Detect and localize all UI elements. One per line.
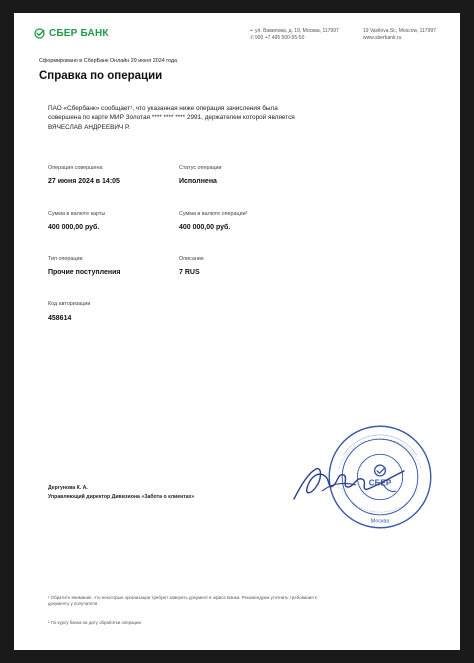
- auth-value: 458614: [48, 315, 72, 322]
- desc-label: Описание: [179, 256, 204, 262]
- logo-text: СБЕР БАНК: [49, 28, 109, 39]
- op-done-value: 27 июня 2024 в 14:05: [48, 178, 120, 185]
- address-en: [363, 28, 436, 42]
- certificate-page: [14, 13, 460, 650]
- address-ru-line2: 900 +7 495 500-55-50: [255, 35, 305, 41]
- address-ru: [250, 28, 339, 42]
- generated-note: Сформировано в СберБанк Онлайн 29 июня 2024 года: [39, 58, 178, 64]
- footnote-2: ² По курсу банка на дату обработки операции: [48, 620, 141, 625]
- stamp-center-text: СБЕР: [368, 478, 392, 488]
- op-done-label: Операция совершена: [48, 165, 103, 171]
- stamp-city: Москва: [370, 518, 390, 525]
- handwritten-signature: [286, 451, 416, 511]
- location-icon: ⌖: [250, 28, 253, 34]
- sber-logo-icon: [34, 28, 45, 39]
- auth-label: Код авторизации: [48, 301, 91, 307]
- desc-value: 7 RUS: [179, 269, 200, 276]
- intro-text: ПАО «Сбербанк» сообщает¹, что указанная ниже операция зачисления была совершена по карте МИР Золотая **** **** **** 2991, держателем которой является ВЯЧЕСЛАВ АНДРЕЕВИЧ Р.: [48, 105, 295, 131]
- website-link: www.sberbank.ru: [363, 35, 402, 41]
- signer-role: Управляющий директор Дивизиона «Забота о клиентах»: [48, 494, 195, 500]
- sber-logo: [34, 28, 109, 39]
- address-ru-line1: ул. Вавилова, д. 19, Москва, 117997: [255, 28, 339, 34]
- op-amount-value: 400 000,00 руб.: [179, 224, 231, 231]
- signer-name: Дергунова К. А.: [48, 485, 88, 491]
- page-title: Справка по операции: [39, 70, 163, 82]
- status-value: Исполнена: [179, 178, 217, 185]
- card-amount-label: Сумма в валюте карты: [48, 211, 106, 217]
- op-amount-label: Сумма в валюте операции²: [179, 211, 248, 217]
- type-label: Тип операции: [48, 256, 83, 262]
- footnote-1: ¹ Обратите внимание, что некоторые организации требуют заверить документ в офисе Банка. Рекомендуем уточнить требования к документу у получателя.: [48, 595, 317, 606]
- type-value: Прочие поступления: [48, 269, 121, 276]
- card-amount-value: 400 000,00 руб.: [48, 224, 100, 231]
- status-label: Статус операции: [179, 165, 222, 171]
- address-en-line1: 19 Vavilova St., Moscow, 117997: [363, 28, 436, 34]
- phone-icon: ✆: [250, 35, 255, 41]
